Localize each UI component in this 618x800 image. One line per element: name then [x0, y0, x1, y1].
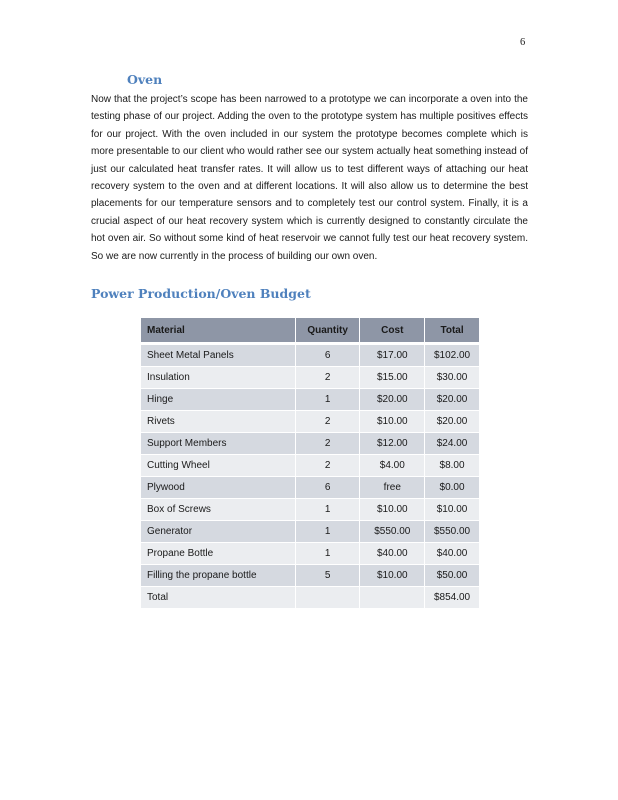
- table-row: [141, 367, 479, 389]
- cell-material: Propane Bottle: [141, 543, 295, 565]
- table-header-row: [141, 318, 479, 344]
- cell-total: $102.00: [425, 344, 479, 367]
- cell-total: $20.00: [425, 411, 479, 433]
- cell-cost: $12.00: [360, 433, 425, 455]
- cell-cost: $20.00: [360, 389, 425, 411]
- cell-material: Support Members: [141, 433, 295, 455]
- oven-heading: Oven: [127, 72, 163, 87]
- oven-paragraph: Now that the project’s scope has been narrowed to a prototype we can incorporate a oven into the testing phase of our project. Adding the oven to the prototype system has multiple positives effects for our project. With the oven included in our system the prototype becomes complete which is more presentable to our client who would rather see our system actually heat something instead of just our calculated heat transfer rates. It will allow us to test different ways of attaching our heat recovery system to the oven and at different locations. It will also allow us to determine the best placements for our temperature sensors and to completely test our control system. Finally, it is a crucial aspect of our heat recovery system which is currently designed to constantly circulate the hot oven air. So without some kind of heat reservoir we cannot fully test our heat recovery system. So we are now currently in the process of building our own oven.: [91, 94, 528, 262]
- cell-quantity: 2: [295, 433, 360, 455]
- column-header-total: Total: [425, 318, 479, 344]
- cell-total: $24.00: [425, 433, 479, 455]
- table-row: [141, 521, 479, 543]
- table-row: [141, 499, 479, 521]
- table-total-row: [141, 587, 479, 609]
- cell-material: Sheet Metal Panels: [141, 344, 295, 367]
- cell-quantity: 2: [295, 455, 360, 477]
- cell-quantity: 1: [295, 389, 360, 411]
- cell-quantity: 2: [295, 367, 360, 389]
- cell-cost: $40.00: [360, 543, 425, 565]
- column-header-quantity: Quantity: [295, 318, 360, 344]
- table-row: [141, 477, 479, 499]
- cell-cost: $10.00: [360, 499, 425, 521]
- column-header-cost: Cost: [360, 318, 425, 344]
- table-row: [141, 433, 479, 455]
- cell-material: Plywood: [141, 477, 295, 499]
- page-number: 6: [520, 37, 526, 48]
- cell-cost: $550.00: [360, 521, 425, 543]
- cell-quantity: 1: [295, 543, 360, 565]
- cell-cost: $17.00: [360, 344, 425, 367]
- cell-total: $20.00: [425, 389, 479, 411]
- cell-quantity: 1: [295, 521, 360, 543]
- cell-quantity: 5: [295, 565, 360, 587]
- table-row: [141, 344, 479, 367]
- cell-cost: $10.00: [360, 411, 425, 433]
- cell-quantity: 6: [295, 477, 360, 499]
- cell-material: Rivets: [141, 411, 295, 433]
- cell-cost: $4.00: [360, 455, 425, 477]
- cell-quantity: 2: [295, 411, 360, 433]
- table-row: [141, 455, 479, 477]
- cell-material: Filling the propane bottle: [141, 565, 295, 587]
- budget-table: [141, 318, 479, 609]
- cell-cost: $15.00: [360, 367, 425, 389]
- cell-total: $40.00: [425, 543, 479, 565]
- cell-cost: $10.00: [360, 565, 425, 587]
- cell-cost: free: [360, 477, 425, 499]
- cell-material: Cutting Wheel: [141, 455, 295, 477]
- budget-heading: Power Production/Oven Budget: [91, 286, 311, 301]
- cell-total: $10.00: [425, 499, 479, 521]
- cell-total-label: Total: [141, 587, 295, 609]
- cell-cost: [360, 587, 425, 609]
- table-row: [141, 565, 479, 587]
- cell-total: $550.00: [425, 521, 479, 543]
- table-row: [141, 389, 479, 411]
- table-row: [141, 543, 479, 565]
- cell-total: $0.00: [425, 477, 479, 499]
- cell-grand-total: $854.00: [425, 587, 479, 609]
- column-header-material: Material: [141, 318, 295, 344]
- cell-total: $8.00: [425, 455, 479, 477]
- cell-material: Insulation: [141, 367, 295, 389]
- cell-total: $30.00: [425, 367, 479, 389]
- cell-total: $50.00: [425, 565, 479, 587]
- cell-quantity: [295, 587, 360, 609]
- cell-quantity: 6: [295, 344, 360, 367]
- table-row: [141, 411, 479, 433]
- cell-quantity: 1: [295, 499, 360, 521]
- cell-material: Generator: [141, 521, 295, 543]
- cell-material: Box of Screws: [141, 499, 295, 521]
- cell-material: Hinge: [141, 389, 295, 411]
